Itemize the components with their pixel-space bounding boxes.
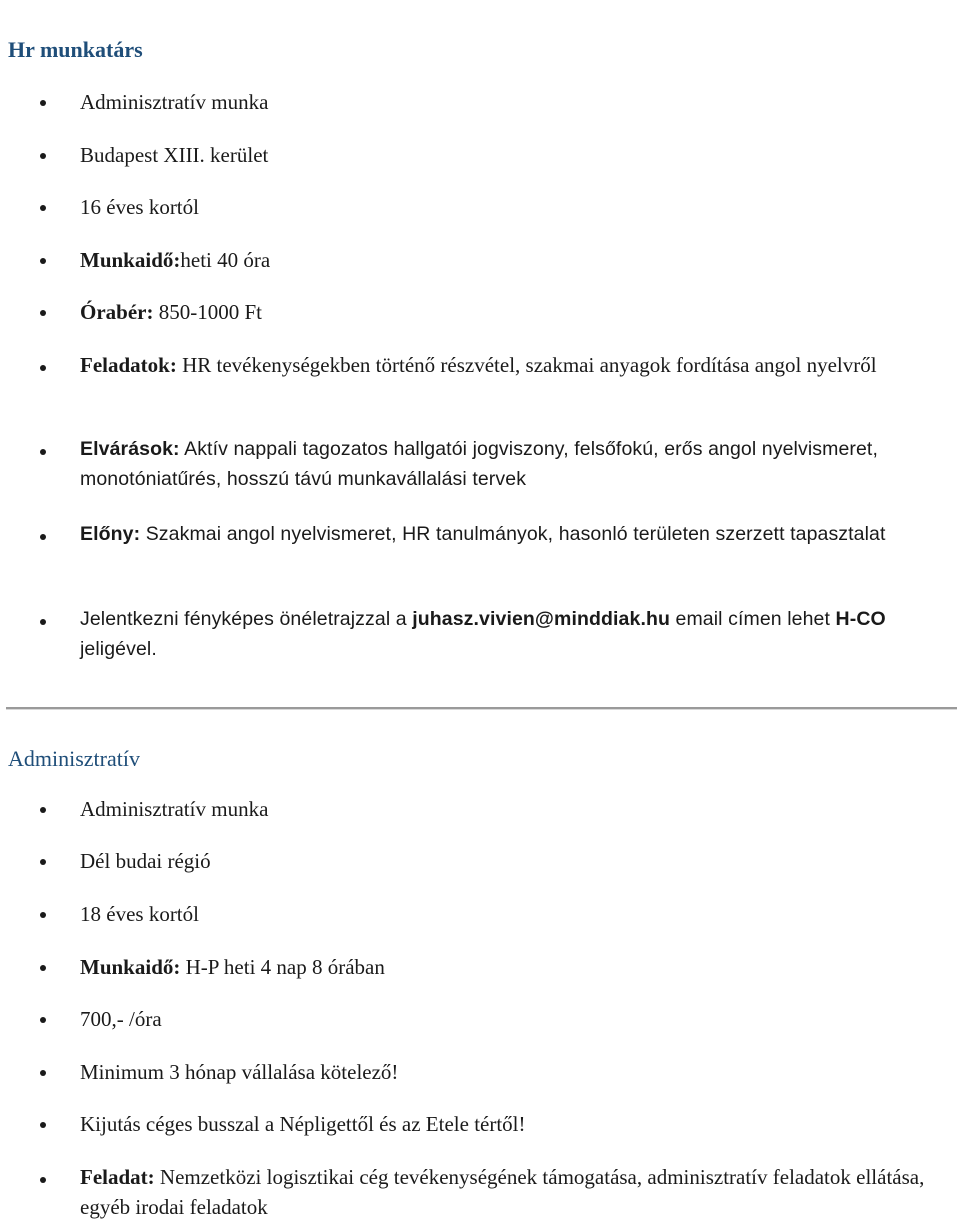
bullet-icon <box>40 153 46 159</box>
bullet-icon <box>40 1122 46 1128</box>
bullet-icon <box>40 1070 46 1076</box>
bullet-icon <box>40 859 46 865</box>
section-title-hr: Hr munkatárs <box>8 37 143 62</box>
bullet-icon <box>40 310 46 316</box>
bullet-icon <box>40 258 46 264</box>
bullet-icon <box>40 912 46 918</box>
bullet-icon <box>40 965 46 971</box>
bullet-icon <box>40 1017 46 1023</box>
bullet-icon <box>40 534 46 540</box>
section-title-admin: Adminisztratív <box>8 746 140 771</box>
bullet-icon <box>40 619 46 625</box>
bullet-icon <box>40 807 46 813</box>
application-code: H-CO <box>835 608 886 630</box>
contact-email: juhasz.vivien@minddiak.hu <box>412 608 670 630</box>
bullet-icon <box>40 100 46 106</box>
bullet-icon <box>40 449 46 455</box>
section-divider <box>6 707 957 710</box>
bullet-icon <box>40 365 46 371</box>
bullet-icon <box>40 1177 46 1183</box>
bullet-icon <box>40 205 46 211</box>
